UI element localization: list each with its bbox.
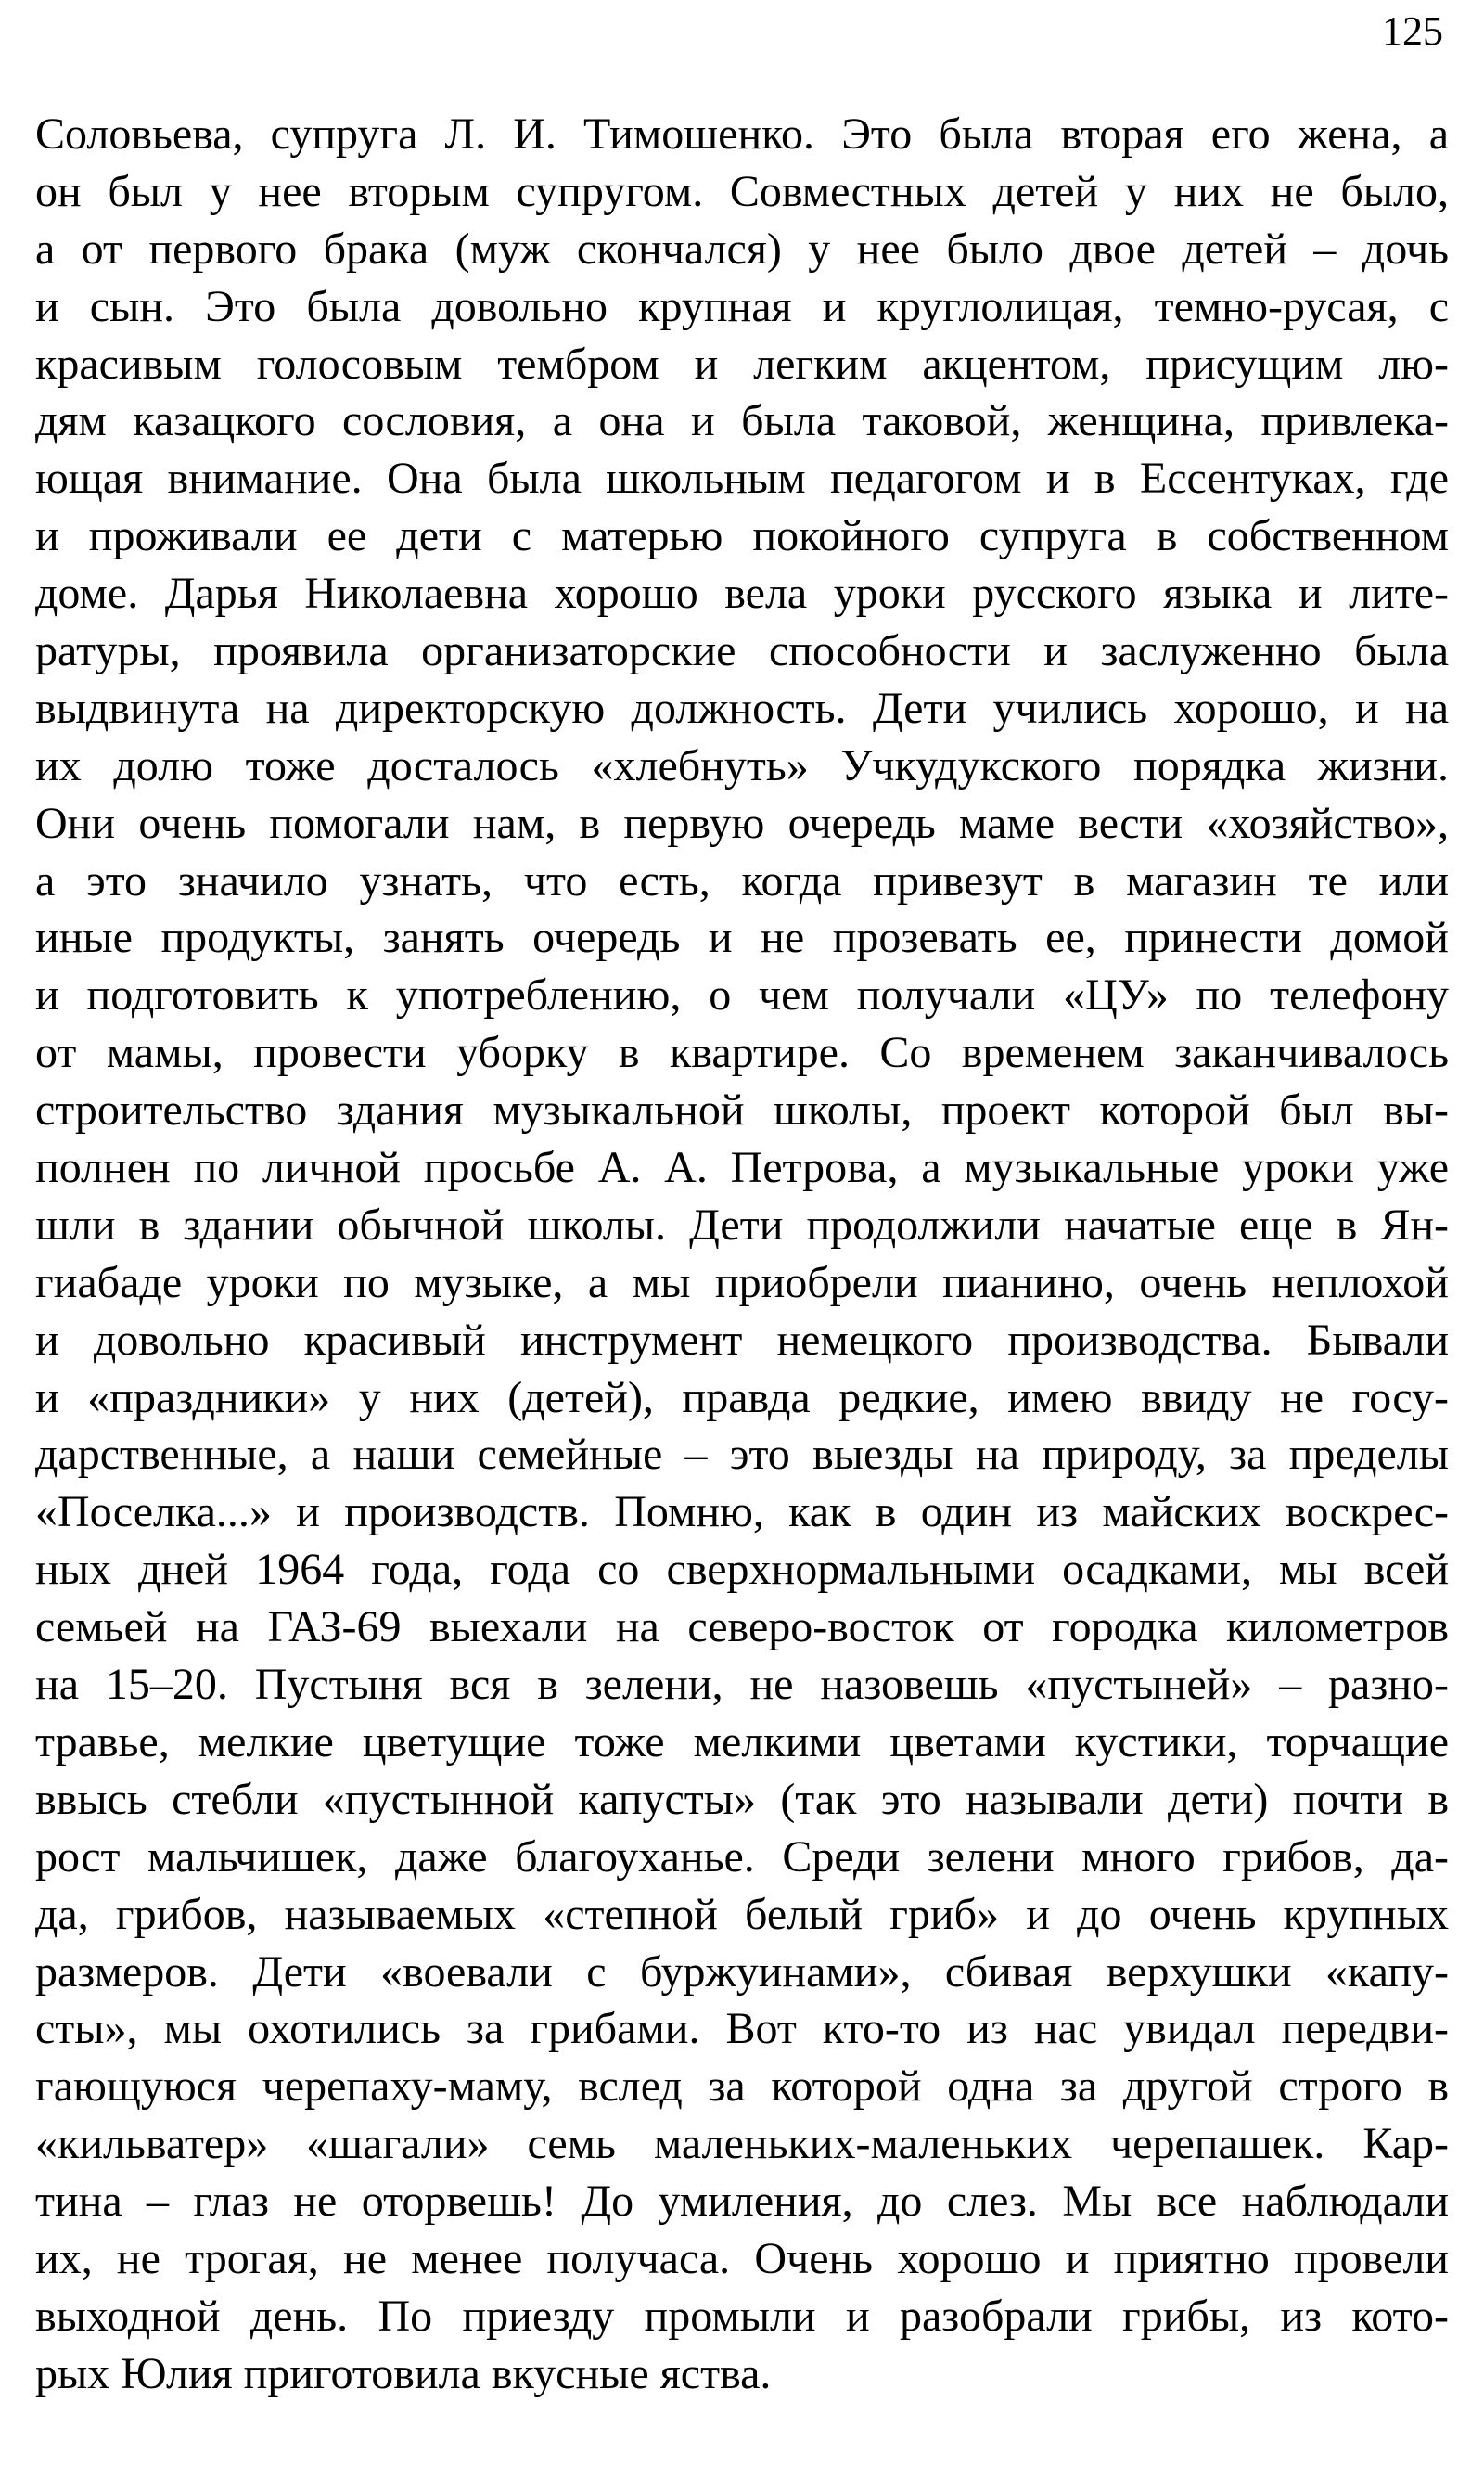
text-line: выходной день. По приезду промыли и разобрали грибы, из кото-	[35, 2291, 1449, 2341]
text-line: ющая внимание. Она была школьным педагогом и в Ессентуках, где	[35, 454, 1449, 504]
text-line: полнен по личной просьбе А. А. Петрова, а музыкальные уроки уже	[35, 1143, 1449, 1193]
text-line: дям казацкого сословия, а она и была таковой, женщина, привлека-	[35, 396, 1449, 446]
text-line: шли в здании обычной школы. Дети продолжили начатые еще в Ян-	[35, 1200, 1449, 1250]
text-line: «Поселка...» и производств. Помню, как в один из майских воскрес-	[35, 1487, 1449, 1537]
text-line: а от первого брака (муж скончался) у нее было двое детей – дочь	[35, 224, 1449, 274]
text-line: и довольно красивый инструмент немецкого производства. Бывали	[35, 1315, 1449, 1365]
text-line: ратуры, проявила организаторские способности и заслуженно была	[35, 626, 1449, 676]
text-line: и проживали ее дети с матерью покойного супруга в собственном	[35, 511, 1449, 561]
text-line: гающуюся черепаху-маму, вслед за которой одна за другой строго в	[35, 2061, 1449, 2112]
text-line: гиабаде уроки по музыке, а мы приобрели пианино, очень неплохой	[35, 1257, 1449, 1307]
text-line: и подготовить к употреблению, о чем получали «ЦУ» по телефону	[35, 970, 1449, 1021]
text-line: рост мальчишек, даже благоуханье. Среди зелени много грибов, да-	[35, 1831, 1449, 1882]
text-line: доме. Дарья Николаевна хорошо вела уроки русского языка и лите-	[35, 569, 1449, 619]
text-line: иные продукты, занять очередь и не прозевать ее, принести домой	[35, 913, 1449, 963]
text-line: их долю тоже досталось «хлебнуть» Учкудукского порядка жизни.	[35, 740, 1449, 790]
text-line: строительство здания музыкальной школы, проект которой был вы-	[35, 1085, 1449, 1136]
text-line: Соловьева, супруга Л. И. Тимошенко. Это была вторая его жена, а	[35, 109, 1449, 159]
text-line: и сын. Это была довольно крупная и круглолицая, темно-русая, с	[35, 281, 1449, 331]
body-text	[35, 106, 1449, 2403]
text-line: рых Юлия приготовила вкусные яства.	[35, 2348, 772, 2398]
text-line: а это значило узнать, что есть, когда привезут в магазин те или	[35, 855, 1449, 905]
text-line: сты», мы охотились за грибами. Вот кто-то из нас увидал передви-	[35, 2004, 1449, 2054]
text-line: он был у нее вторым супругом. Совместных детей у них не было,	[35, 166, 1449, 216]
text-line: Они очень помогали нам, в первую очередь маме вести «хозяйство»,	[35, 798, 1449, 848]
text-line: ных дней 1964 года, года со сверхнормальными осадками, мы всей	[35, 1545, 1449, 1595]
text-line: их, не трогая, не менее получаса. Очень хорошо и приятно провели	[35, 2233, 1449, 2283]
text-line: красивым голосовым тембром и легким акцентом, присущим лю-	[35, 339, 1449, 389]
text-line: травье, мелкие цветущие тоже мелкими цветами кустики, торчащие	[35, 1716, 1449, 1766]
text-line: «кильватер» «шагали» семь маленьких-маленьких черепашек. Кар-	[35, 2119, 1449, 2169]
page-number: 125	[1382, 8, 1443, 54]
text-line: семьей на ГАЗ-69 выехали на северо-восток от городка километров	[35, 1602, 1449, 1652]
text-line: тина – глаз не оторвешь! До умиления, до слез. Мы все наблюдали	[35, 2177, 1449, 2227]
text-line: и «праздники» у них (детей), правда редкие, имею ввиду не госу-	[35, 1372, 1449, 1422]
text-line: да, грибов, называемых «степной белый гриб» и до очень крупных	[35, 1889, 1449, 1939]
text-line: выдвинута на директорскую должность. Дети учились хорошо, и на	[35, 683, 1449, 733]
text-line: ввысь стебли «пустынной капусты» (так это называли дети) почти в	[35, 1774, 1449, 1824]
text-line: дарственные, а наши семейные – это выезды на природу, за пределы	[35, 1430, 1449, 1480]
text-line: от мамы, провести уборку в квартире. Со временем заканчивалось	[35, 1028, 1449, 1078]
text-line: размеров. Дети «воевали с буржуинами», сбивая верхушки «капу-	[35, 1946, 1449, 1997]
text-line: на 15–20. Пустыня вся в зелени, не назовешь «пустыней» – разно-	[35, 1660, 1449, 1710]
